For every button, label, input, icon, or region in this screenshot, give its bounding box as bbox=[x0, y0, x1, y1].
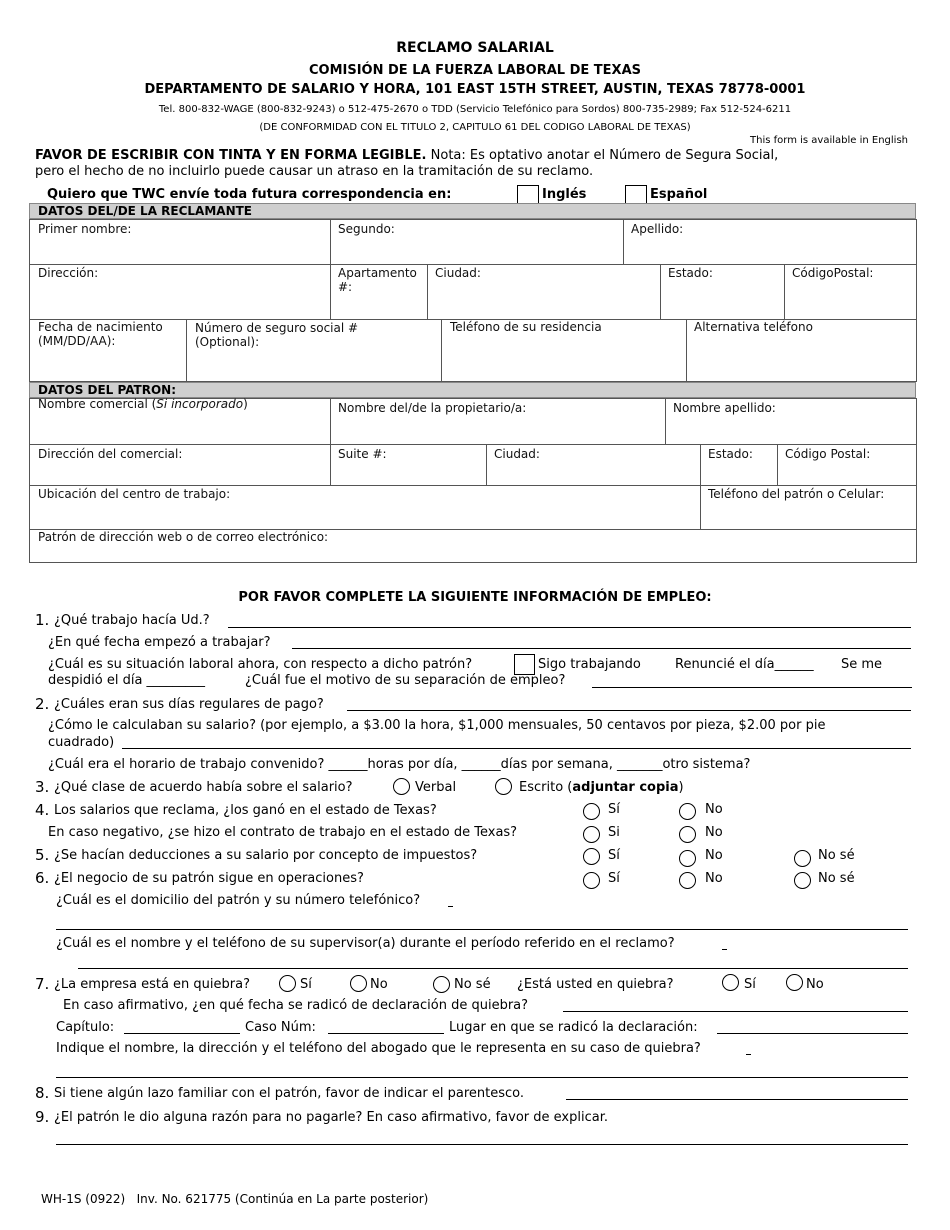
q5-yes-label: Sí bbox=[608, 848, 620, 863]
q9-number: 9. bbox=[35, 1108, 50, 1126]
written-label-c: ) bbox=[678, 780, 684, 795]
q4b-yes-label: Si bbox=[608, 825, 620, 840]
q5-dontknow-radio[interactable] bbox=[794, 850, 811, 867]
case-number-answer-line[interactable] bbox=[328, 1033, 444, 1034]
ssn-field[interactable] bbox=[195, 321, 358, 349]
ssn-label-2: (Optional): bbox=[195, 335, 260, 349]
form-footer: WH-1S (0922) Inv. No. 621775 (Continúa en La parte posterior) bbox=[41, 1192, 429, 1206]
zip-field[interactable]: CódigoPostal: bbox=[792, 266, 874, 280]
q1e-answer-line[interactable] bbox=[592, 687, 912, 688]
q7-number: 7. bbox=[35, 975, 50, 993]
suite-field[interactable]: Suite #: bbox=[338, 447, 387, 461]
q7b-text: En caso afirmativo, ¿en qué fecha se radicó de declaración de quiebra? bbox=[63, 998, 529, 1013]
q1-number: 1. bbox=[35, 611, 50, 629]
ssn-label-1: Número de seguro social # bbox=[195, 321, 359, 335]
dob-field[interactable] bbox=[38, 320, 163, 348]
q1e-text: ¿Cuál fue el motivo de su separación de empleo? bbox=[245, 673, 566, 688]
q1b-answer-line[interactable] bbox=[292, 648, 911, 649]
employer-state-field[interactable]: Estado: bbox=[708, 447, 753, 461]
q7-no-radio[interactable] bbox=[350, 975, 367, 992]
q3-number: 3. bbox=[35, 778, 50, 796]
intro-bold: FAVOR DE ESCRIBIR CON TINTA Y EN FORMA LEGIBLE. bbox=[35, 148, 427, 163]
state-field[interactable]: Estado: bbox=[668, 266, 713, 280]
owner-name-field[interactable]: Nombre del/de la propietario/a: bbox=[338, 401, 527, 415]
q4b-no-radio[interactable] bbox=[679, 826, 696, 843]
last-name-field[interactable]: Apellido: bbox=[631, 222, 684, 236]
q7d-text: Indique el nombre, la dirección y el teléfono del abogado que le representa en su caso de quiebra? bbox=[56, 1041, 701, 1056]
employer-web-field[interactable]: Patrón de dirección web o de correo electrónico: bbox=[38, 530, 329, 544]
q2-text: ¿Cuáles eran sus días regulares de pago? bbox=[54, 697, 324, 712]
legal-reference: (DE CONFORMIDAD CON EL TITULO 2, CAPITULO 61 DEL CODIGO LABORAL DE TEXAS) bbox=[259, 122, 691, 133]
q1c-text: ¿Cuál es su situación laboral ahora, con respecto a dicho patrón? bbox=[48, 657, 473, 672]
q7-yes-radio[interactable] bbox=[279, 975, 296, 992]
first-name-field[interactable]: Primer nombre: bbox=[38, 222, 132, 236]
english-checkbox[interactable] bbox=[517, 185, 539, 205]
q4b-no-label: No bbox=[705, 825, 723, 840]
q1-text: ¿Qué trabajo hacía Ud.? bbox=[54, 613, 210, 628]
home-phone-field[interactable]: Teléfono de su residencia bbox=[450, 320, 602, 334]
employer-section-header: DATOS DEL PATRON: bbox=[29, 382, 916, 398]
still-working-checkbox[interactable] bbox=[514, 654, 535, 675]
q7c-place-label: Lugar en que se radicó la declaración: bbox=[449, 1020, 698, 1035]
q2b-answer-line[interactable] bbox=[122, 748, 911, 749]
department-address: DEPARTAMENTO DE SALARIO Y HORA, 101 EAST 15TH STREET, AUSTIN, TEXAS 78778-0001 bbox=[144, 82, 806, 97]
q7-yes-label: Sí bbox=[300, 977, 312, 992]
english-available-note: This form is available in English bbox=[750, 135, 908, 146]
filing-place-answer-line[interactable] bbox=[717, 1033, 908, 1034]
q6-dontknow-radio[interactable] bbox=[794, 872, 811, 889]
verbal-radio[interactable] bbox=[393, 778, 410, 795]
q7-self-no-radio[interactable] bbox=[786, 974, 803, 991]
still-working-label: Sigo trabajando bbox=[538, 657, 641, 672]
q7-self-text: ¿Está usted en quiebra? bbox=[517, 977, 674, 992]
worksite-field[interactable]: Ubicación del centro de trabajo: bbox=[38, 487, 231, 501]
language-pref-label: Quiero que TWC envíe toda futura correspondencia en: bbox=[47, 187, 452, 202]
q5-dontknow-label: No sé bbox=[818, 848, 855, 863]
q5-yes-radio[interactable] bbox=[583, 848, 600, 865]
business-name-label: Nombre comercial ( bbox=[38, 397, 157, 411]
q5-no-label: No bbox=[705, 848, 723, 863]
english-option-label: Inglés bbox=[542, 187, 587, 202]
city-field[interactable]: Ciudad: bbox=[435, 266, 481, 280]
q9-answer-line[interactable] bbox=[56, 1144, 908, 1145]
q6-no-radio[interactable] bbox=[679, 872, 696, 889]
q4-yes-label: Sí bbox=[608, 802, 620, 817]
q6-dontknow-label: No sé bbox=[818, 871, 855, 886]
q3-text: ¿Qué clase de acuerdo había sobre el salario? bbox=[54, 780, 353, 795]
q4-number: 4. bbox=[35, 801, 50, 819]
phone-line: Tel. 800-832-WAGE (800-832-9243) o 512-475-2670 o TDD (Servicio Telefónico para Sordos) 800-735-2989; Fax 512-524-6211 bbox=[158, 104, 792, 115]
business-name-end: ) bbox=[243, 397, 248, 411]
q6b-answer-line[interactable] bbox=[56, 929, 908, 930]
business-name-field[interactable] bbox=[38, 397, 248, 411]
q8-text: Si tiene algún lazo familiar con el patrón, favor de indicar el parentesco. bbox=[54, 1086, 525, 1101]
employer-city-field[interactable]: Ciudad: bbox=[494, 447, 540, 461]
q7-self-yes-label: Sí bbox=[744, 977, 756, 992]
q2c-text: ¿Cuál era el horario de trabajo convenido? ______horas por día, ______días por semana, _______otro sistema? bbox=[48, 757, 751, 772]
q9-text: ¿El patrón le dio alguna razón para no pagarle? En caso afirmativo, favor de explicar. bbox=[54, 1110, 608, 1125]
intro-note: Nota: Es optativo anotar el Número de Segura Social, bbox=[430, 148, 779, 163]
spanish-option-label: Español bbox=[650, 187, 708, 202]
dob-label-2: (MM/DD/AA): bbox=[38, 334, 116, 348]
q7c-case-label: Caso Núm: bbox=[245, 1020, 316, 1035]
q7c-chapter-label: Capítulo: bbox=[56, 1020, 115, 1035]
q8-answer-line[interactable] bbox=[566, 1099, 908, 1100]
employer-phone-field[interactable]: Teléfono del patrón o Celular: bbox=[708, 487, 885, 501]
written-label bbox=[519, 780, 684, 795]
q6c-answer-line[interactable] bbox=[78, 968, 908, 969]
fired-label: Se me bbox=[841, 657, 883, 672]
alt-phone-field[interactable]: Alternativa teléfono bbox=[694, 320, 813, 334]
q2b-text-1: ¿Cómo le calculaban su salario? (por ejemplo, a $3.00 la hora, $1,000 mensuales, 50 centavos por pieza, $2.00 por pie bbox=[48, 718, 826, 733]
business-address-field[interactable]: Dirección del comercial: bbox=[38, 447, 183, 461]
dob-label-1: Fecha de nacimiento bbox=[38, 320, 163, 334]
q6b-text: ¿Cuál es el domicilio del patrón y su número telefónico? bbox=[56, 893, 421, 908]
address-field[interactable]: Dirección: bbox=[38, 266, 99, 280]
q2-answer-line[interactable] bbox=[347, 710, 911, 711]
q4b-yes-radio[interactable] bbox=[583, 826, 600, 843]
form-title: RECLAMO SALARIAL bbox=[396, 40, 554, 56]
intro-line-1 bbox=[35, 148, 778, 163]
q7-text: ¿La empresa está en quiebra? bbox=[54, 977, 250, 992]
owner-last-name-field[interactable]: Nombre apellido: bbox=[673, 401, 776, 415]
q7-self-yes-radio[interactable] bbox=[722, 974, 739, 991]
business-name-italic: Si incorporado bbox=[156, 397, 244, 411]
apartment-field[interactable] bbox=[338, 266, 417, 294]
q7b-answer-line[interactable] bbox=[563, 1011, 908, 1012]
q7d-answer-line[interactable] bbox=[56, 1077, 908, 1078]
q4-text: Los salarios que reclama, ¿los ganó en el estado de Texas? bbox=[54, 803, 437, 818]
q2b-text-2: cuadrado) bbox=[48, 735, 115, 750]
q6-yes-radio[interactable] bbox=[583, 872, 600, 889]
q1b-text: ¿En qué fecha empezó a trabajar? bbox=[48, 635, 271, 650]
apartment-label-2: #: bbox=[338, 280, 353, 294]
middle-name-field[interactable]: Segundo: bbox=[338, 222, 395, 236]
q1-answer-line[interactable] bbox=[228, 627, 911, 628]
verbal-label: Verbal bbox=[415, 780, 457, 795]
claimant-section-header: DATOS DEL/DE LA RECLAMANTE bbox=[29, 203, 916, 219]
q4b-text: En caso negativo, ¿se hizo el contrato de trabajo en el estado de Texas? bbox=[48, 825, 518, 840]
q5-text: ¿Se hacían deducciones a su salario por concepto de impuestos? bbox=[54, 848, 478, 863]
q7-no-label: No bbox=[370, 977, 388, 992]
q6-number: 6. bbox=[35, 869, 50, 887]
resigned-label: Renuncié el día______ bbox=[675, 657, 814, 672]
written-label-b: adjuntar copia bbox=[572, 780, 679, 795]
employer-zip-field[interactable]: Código Postal: bbox=[785, 447, 871, 461]
chapter-answer-line[interactable] bbox=[124, 1033, 240, 1034]
q4-no-label: No bbox=[705, 802, 723, 817]
apartment-label-1: Apartamento bbox=[338, 266, 417, 280]
q8-number: 8. bbox=[35, 1084, 50, 1102]
written-label-a: Escrito ( bbox=[519, 780, 573, 795]
q2-number: 2. bbox=[35, 695, 50, 713]
q6-no-label: No bbox=[705, 871, 723, 886]
q5-no-radio[interactable] bbox=[679, 850, 696, 867]
q6-yes-label: Sí bbox=[608, 871, 620, 886]
q4-yes-radio[interactable] bbox=[583, 803, 600, 820]
q6-text: ¿El negocio de su patrón sigue en operaciones? bbox=[54, 871, 364, 886]
employment-title: POR FAVOR COMPLETE LA SIGUIENTE INFORMACIÓN DE EMPLEO: bbox=[238, 590, 712, 605]
q7-self-no-label: No bbox=[806, 977, 824, 992]
intro-line-2: pero el hecho de no incluirlo puede causar un atraso en la tramitación de su reclamo. bbox=[35, 164, 594, 179]
q7-dontknow-radio[interactable] bbox=[433, 976, 450, 993]
agency-name: COMISIÓN DE LA FUERZA LABORAL DE TEXAS bbox=[308, 63, 641, 78]
spanish-checkbox[interactable] bbox=[625, 185, 647, 205]
q5-number: 5. bbox=[35, 846, 50, 864]
q6c-text: ¿Cuál es el nombre y el teléfono de su supervisor(a) durante el período referido en el reclamo? bbox=[56, 936, 675, 951]
q7-dontknow-label: No sé bbox=[454, 977, 491, 992]
q1d-text: despidió el día _________ bbox=[48, 673, 206, 688]
written-radio[interactable] bbox=[495, 778, 512, 795]
q4-no-radio[interactable] bbox=[679, 803, 696, 820]
